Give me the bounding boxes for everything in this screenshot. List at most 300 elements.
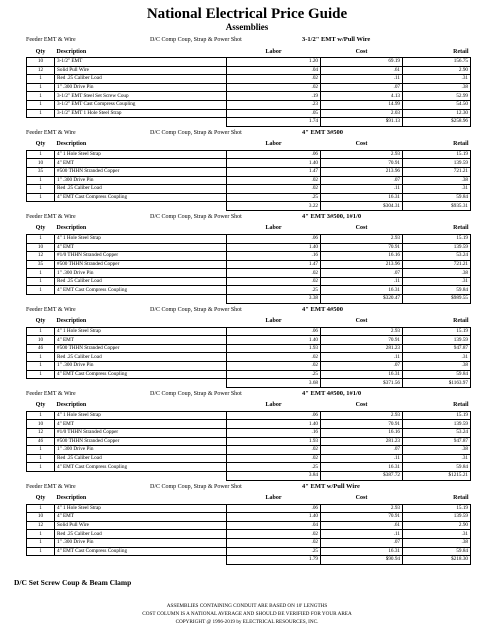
feeder-label: Feeder EMT & Wire	[26, 213, 76, 220]
total-cost: $320.47	[321, 295, 403, 304]
table-row	[27, 243, 471, 252]
assembly-name: 4" EMT 3#500, 1#1/0	[302, 212, 362, 220]
page-footer	[0, 602, 494, 626]
cell-retail: 54.50	[403, 100, 471, 109]
cell-cost: 4.13	[321, 92, 403, 101]
assembly-name: 4" EMT 4#500	[302, 305, 344, 313]
cell-description: Red .25 Caliber Load	[55, 530, 227, 539]
cell-description: 4" 1 Hole Steel Strap	[55, 150, 227, 159]
cell-qty: 1	[27, 75, 55, 84]
cell-description: 3-1/2" EMT	[55, 58, 227, 67]
cell-retail: 2.90	[403, 521, 471, 530]
cell-qty: 12	[27, 429, 55, 438]
cell-description: 4" EMT Cast Compress Coupling	[55, 547, 227, 556]
cell-qty: 1	[27, 109, 55, 118]
cell-retail: 59.84	[403, 286, 471, 295]
cell-description: 1" .300 Drive Pin	[55, 83, 227, 92]
cell-qty: 1	[27, 327, 55, 336]
cell-retail: .38	[403, 538, 471, 547]
cell-description: 4" EMT Cast Compress Coupling	[55, 370, 227, 379]
feeder-label: Feeder EMT & Wire	[26, 37, 76, 43]
total-labor: 3.68	[227, 379, 321, 388]
cell-retail: 15.19	[403, 504, 471, 513]
cell-cost: 16.16	[321, 252, 403, 261]
column-header-description: Description	[56, 48, 87, 55]
cell-description: #1/0 THHN Stranded Copper	[55, 252, 227, 261]
cell-description: #500 THHN Stranded Copper	[55, 167, 227, 176]
cell-cost: 14.99	[321, 100, 403, 109]
cell-cost: 16.31	[321, 370, 403, 379]
table-header-row	[27, 139, 471, 151]
total-cost: $387.72	[321, 471, 403, 480]
cell-labor: .02	[227, 176, 321, 185]
cell-description: 3-1/2" EMT 1 Hole Steel Strap	[55, 109, 227, 118]
cell-qty: 1	[27, 370, 55, 379]
table-row	[27, 260, 471, 269]
column-header-qty: Qty	[35, 48, 46, 55]
cell-qty: 1	[27, 277, 55, 286]
cell-description: Solid Pull Wire	[55, 521, 227, 530]
table-row	[27, 530, 471, 539]
table-row	[27, 234, 471, 243]
section-header	[26, 304, 468, 316]
cell-retail: 59.84	[403, 193, 471, 202]
cell-retail: .38	[403, 446, 471, 455]
table-row	[27, 193, 471, 202]
total-cost: $90.94	[321, 556, 403, 565]
cell-labor: 1.40	[227, 336, 321, 345]
cell-cost: 2.93	[321, 504, 403, 513]
cell-labor: 1.93	[227, 437, 321, 446]
dc-label: D/C Comp Coup, Strap & Power Shot	[150, 306, 242, 313]
cell-cost: 16.31	[321, 463, 403, 472]
section-header	[26, 211, 468, 223]
cell-cost: 2.93	[321, 327, 403, 336]
table-row	[27, 277, 471, 286]
cell-cost: 70.91	[321, 336, 403, 345]
total-labor: 3.84	[227, 471, 321, 480]
cell-description: 4" EMT	[55, 336, 227, 345]
cell-labor: .02	[227, 83, 321, 92]
cell-retail: 53.24	[403, 429, 471, 438]
cell-cost: 70.91	[321, 243, 403, 252]
cell-retail: 59.84	[403, 547, 471, 556]
cell-retail: 139.59	[403, 159, 471, 168]
cell-description: Solid Pull Wire	[55, 66, 227, 75]
cell-description: Red .25 Caliber Load	[55, 277, 227, 286]
cell-labor: .04	[227, 66, 321, 75]
total-cost: $304.31	[321, 202, 403, 211]
cell-labor: 1.40	[227, 420, 321, 429]
cell-description: 4" EMT Cast Compress Coupling	[55, 463, 227, 472]
cell-labor: .02	[227, 446, 321, 455]
assembly-name: 4" EMT 4#500, 1#1/0	[302, 389, 362, 397]
column-header-description: Description	[56, 495, 87, 502]
cell-qty: 46	[27, 344, 55, 353]
table-row	[27, 109, 471, 118]
table-row	[27, 176, 471, 185]
cell-description: 4" EMT	[55, 420, 227, 429]
column-header-cost: Cost	[355, 402, 368, 409]
column-header-qty: Qty	[35, 141, 46, 148]
column-header-labor: Labor	[265, 318, 282, 325]
column-header-labor: Labor	[265, 495, 282, 502]
column-header-description: Description	[56, 318, 87, 325]
cell-labor: .16	[227, 429, 321, 438]
dc-label: D/C Comp Coup, Strap & Power Shot	[150, 129, 242, 136]
cell-labor: 1.47	[227, 260, 321, 269]
cell-labor: .25	[227, 286, 321, 295]
cell-cost: .07	[321, 362, 403, 371]
table-row	[27, 454, 471, 463]
cell-cost: 2.93	[321, 150, 403, 159]
cell-description: #500 THHN Stranded Copper	[55, 260, 227, 269]
column-header-description: Description	[56, 141, 87, 148]
cell-labor: 1.40	[227, 243, 321, 252]
cell-description: 4" EMT	[55, 159, 227, 168]
dc-label: D/C Comp Coup, Strap & Power Shot	[150, 390, 242, 397]
table-row	[27, 58, 471, 67]
total-retail: $1163.97	[403, 379, 471, 388]
cell-description: 3-1/2" EMT Cast Compress Coupling	[55, 100, 227, 109]
table-header-row	[27, 493, 471, 505]
cell-retail: 15.19	[403, 234, 471, 243]
dc-label: D/C Comp Coup, Strap & Power Shot	[150, 483, 242, 490]
table-row	[27, 429, 471, 438]
cell-labor: .06	[227, 150, 321, 159]
cell-retail: 156.75	[403, 58, 471, 67]
cell-labor: .05	[227, 109, 321, 118]
table-row	[27, 167, 471, 176]
cell-qty: 35	[27, 167, 55, 176]
cell-description: 1" .300 Drive Pin	[55, 362, 227, 371]
cell-labor: .02	[227, 75, 321, 84]
cell-cost: 70.91	[321, 159, 403, 168]
column-header-cost: Cost	[355, 141, 368, 148]
cell-cost: .07	[321, 446, 403, 455]
table-row	[27, 100, 471, 109]
cell-cost: 213.96	[321, 167, 403, 176]
cell-retail: 59.84	[403, 463, 471, 472]
column-header-cost: Cost	[355, 495, 368, 502]
total-retail: $258.96	[403, 118, 471, 127]
table-row	[27, 504, 471, 513]
cell-retail: .38	[403, 269, 471, 278]
column-header-labor: Labor	[265, 141, 282, 148]
cell-qty: 1	[27, 530, 55, 539]
cell-qty: 1	[27, 454, 55, 463]
cell-retail: 53.24	[403, 252, 471, 261]
cell-cost: 16.31	[321, 193, 403, 202]
column-header-labor: Labor	[265, 48, 282, 55]
cell-qty: 1	[27, 463, 55, 472]
table-row	[27, 83, 471, 92]
cell-cost: 2.93	[321, 234, 403, 243]
cell-retail: .31	[403, 530, 471, 539]
cell-qty: 1	[27, 185, 55, 194]
cell-cost: 16.16	[321, 429, 403, 438]
cell-qty: 46	[27, 437, 55, 446]
cell-retail: .31	[403, 353, 471, 362]
cell-labor: .16	[227, 252, 321, 261]
cell-description: 1" .300 Drive Pin	[55, 538, 227, 547]
next-section-title: D/C Set Screw Coup & Beam Clamp	[14, 578, 132, 587]
cell-cost: 16.31	[321, 286, 403, 295]
column-header-qty: Qty	[35, 402, 46, 409]
table-row	[27, 344, 471, 353]
cell-description: Red .25 Caliber Load	[55, 75, 227, 84]
table-row	[27, 269, 471, 278]
cell-retail: 59.84	[403, 370, 471, 379]
cell-retail: 15.19	[403, 150, 471, 159]
table-row	[27, 75, 471, 84]
cell-retail: 52.99	[403, 92, 471, 101]
total-cost: $91.13	[321, 118, 403, 127]
totals-row	[27, 118, 471, 127]
cell-cost: 213.96	[321, 260, 403, 269]
assembly-table	[26, 139, 471, 211]
total-retail: $935.31	[403, 202, 471, 211]
cell-description: 4" 1 Hole Steel Strap	[55, 234, 227, 243]
cell-cost: .07	[321, 538, 403, 547]
cell-description: Red .25 Caliber Load	[55, 353, 227, 362]
cell-labor: .02	[227, 185, 321, 194]
column-header-retail: Retail	[453, 48, 469, 55]
cell-cost: 69.19	[321, 58, 403, 67]
cell-cost: 70.91	[321, 513, 403, 522]
feeder-label: Feeder EMT & Wire	[26, 306, 76, 313]
column-header-retail: Retail	[453, 402, 469, 409]
cell-labor: .25	[227, 370, 321, 379]
cell-labor: .02	[227, 362, 321, 371]
cell-retail: 139.59	[403, 336, 471, 345]
table-row	[27, 336, 471, 345]
table-row	[27, 420, 471, 429]
total-cost: $371.56	[321, 379, 403, 388]
total-retail: $989.55	[403, 295, 471, 304]
cell-qty: 1	[27, 286, 55, 295]
cell-qty: 1	[27, 269, 55, 278]
cell-description: Red .25 Caliber Load	[55, 185, 227, 194]
page-title: National Electrical Price Guide	[146, 6, 348, 22]
table-row	[27, 66, 471, 75]
cell-qty: 10	[27, 159, 55, 168]
table-header-row	[27, 316, 471, 328]
footer-line: COST COLUMN IS A NATIONAL AVERAGE AND SHOULD BE VERIFIED FOR YOUR AREA	[142, 611, 352, 617]
table-row	[27, 538, 471, 547]
cell-cost: .07	[321, 176, 403, 185]
cell-qty: 12	[27, 66, 55, 75]
cell-qty: 1	[27, 446, 55, 455]
cell-labor: .23	[227, 100, 321, 109]
totals-row	[27, 556, 471, 565]
cell-retail: .31	[403, 454, 471, 463]
cell-labor: 1.93	[227, 344, 321, 353]
cell-qty: 1	[27, 353, 55, 362]
assembly-section	[26, 304, 468, 388]
cell-qty: 12	[27, 252, 55, 261]
cell-labor: .06	[227, 327, 321, 336]
cell-labor: .19	[227, 92, 321, 101]
cell-cost: 2.03	[321, 109, 403, 118]
cell-labor: .06	[227, 504, 321, 513]
table-row	[27, 411, 471, 420]
total-retail: $1215.21	[403, 471, 471, 480]
cell-labor: .02	[227, 269, 321, 278]
cell-description: #500 THHN Stranded Copper	[55, 437, 227, 446]
assembly-name: 4" EMT w/Pull Wire	[302, 482, 360, 490]
footer-line: ASSEMBLIES CONTAINING CONDUIT ARE BASED ON 10' LENGTHS	[166, 603, 328, 609]
cell-cost: .61	[321, 521, 403, 530]
cell-qty: 1	[27, 83, 55, 92]
column-header-labor: Labor	[265, 402, 282, 409]
table-row	[27, 463, 471, 472]
cell-description: 3-1/2" EMT Steel Set Screw Coup	[55, 92, 227, 101]
column-header-cost: Cost	[355, 48, 368, 55]
cell-labor: .02	[227, 538, 321, 547]
table-row	[27, 446, 471, 455]
cell-qty: 35	[27, 260, 55, 269]
column-header-retail: Retail	[453, 318, 469, 325]
cell-qty: 10	[27, 243, 55, 252]
cell-retail: .38	[403, 362, 471, 371]
cell-retail: 15.19	[403, 327, 471, 336]
cell-labor: 1.40	[227, 159, 321, 168]
cell-qty: 1	[27, 92, 55, 101]
section-header	[26, 34, 468, 46]
cell-description: 4" 1 Hole Steel Strap	[55, 327, 227, 336]
column-header-retail: Retail	[453, 141, 469, 148]
table-row	[27, 159, 471, 168]
cell-labor: .06	[227, 411, 321, 420]
assembly-section	[26, 34, 468, 127]
cell-description: #500 THHN Stranded Copper	[55, 344, 227, 353]
section-header	[26, 127, 468, 139]
table-row	[27, 327, 471, 336]
cell-cost: .11	[321, 454, 403, 463]
total-labor: 3.38	[227, 295, 321, 304]
column-header-description: Description	[56, 402, 87, 409]
cell-qty: 1	[27, 411, 55, 420]
cell-labor: .06	[227, 234, 321, 243]
cell-retail: 139.59	[403, 243, 471, 252]
table-header-row	[27, 223, 471, 235]
cell-retail: 947.87	[403, 344, 471, 353]
assembly-table	[26, 316, 471, 388]
section-header	[26, 481, 468, 493]
table-header-row	[27, 400, 471, 412]
cell-qty: 10	[27, 420, 55, 429]
cell-qty: 1	[27, 193, 55, 202]
table-row	[27, 353, 471, 362]
assembly-sections	[26, 34, 468, 565]
cell-cost: 16.31	[321, 547, 403, 556]
cell-cost: 281.23	[321, 437, 403, 446]
cell-description: #1/0 THHN Stranded Copper	[55, 429, 227, 438]
assembly-section	[26, 127, 468, 211]
cell-labor: .25	[227, 193, 321, 202]
assembly-table	[26, 400, 471, 481]
cell-cost: .07	[321, 269, 403, 278]
totals-row	[27, 295, 471, 304]
cell-retail: .38	[403, 83, 471, 92]
table-row	[27, 92, 471, 101]
cell-qty: 10	[27, 513, 55, 522]
total-labor: 1.74	[227, 118, 321, 127]
cell-cost: 281.23	[321, 344, 403, 353]
assembly-section	[26, 481, 468, 565]
cell-labor: .02	[227, 277, 321, 286]
assembly-section	[26, 388, 468, 481]
cell-qty: 10	[27, 58, 55, 67]
assembly-section	[26, 211, 468, 304]
cell-retail: .31	[403, 185, 471, 194]
assembly-name: 4" EMT 3#500	[302, 128, 344, 136]
feeder-label: Feeder EMT & Wire	[26, 129, 76, 136]
cell-qty: 12	[27, 521, 55, 530]
table-row	[27, 521, 471, 530]
totals-row	[27, 202, 471, 211]
section-header	[26, 388, 468, 400]
cell-retail: 2.90	[403, 66, 471, 75]
table-row	[27, 547, 471, 556]
total-retail: $218.30	[403, 556, 471, 565]
cell-labor: 1.20	[227, 58, 321, 67]
cell-cost: .11	[321, 185, 403, 194]
cell-description: 1" .300 Drive Pin	[55, 269, 227, 278]
cell-qty: 1	[27, 150, 55, 159]
table-header-row	[27, 46, 471, 58]
cell-qty: 1	[27, 234, 55, 243]
dc-label: D/C Comp Coup, Strap & Power Shot	[150, 37, 242, 43]
cell-retail: .31	[403, 277, 471, 286]
cell-cost: .11	[321, 530, 403, 539]
assembly-name: 3-1/2" EMT w/Pull Wire	[302, 36, 371, 43]
cell-retail: 139.59	[403, 420, 471, 429]
cell-labor: 1.47	[227, 167, 321, 176]
assembly-table	[26, 493, 471, 565]
cell-cost: 2.93	[321, 411, 403, 420]
cell-description: 4" EMT Cast Compress Coupling	[55, 286, 227, 295]
table-row	[27, 513, 471, 522]
cell-qty: 1	[27, 362, 55, 371]
cell-labor: .25	[227, 547, 321, 556]
cell-retail: .38	[403, 176, 471, 185]
cell-description: 4" EMT	[55, 513, 227, 522]
dc-label: D/C Comp Coup, Strap & Power Shot	[150, 213, 242, 220]
cell-cost: .07	[321, 83, 403, 92]
cell-labor: .02	[227, 454, 321, 463]
column-header-retail: Retail	[453, 225, 469, 232]
cell-qty: 10	[27, 336, 55, 345]
cell-cost: 70.91	[321, 420, 403, 429]
feeder-label: Feeder EMT & Wire	[26, 390, 76, 397]
cell-retail: 12.30	[403, 109, 471, 118]
cell-retail: 15.19	[403, 411, 471, 420]
table-row	[27, 185, 471, 194]
cell-qty: 1	[27, 176, 55, 185]
footer-line: COPYRIGHT @ 1996-2019 by ELECTRICAL RESOURCES, INC.	[175, 619, 319, 625]
table-row	[27, 362, 471, 371]
cell-retail: 721.21	[403, 260, 471, 269]
cell-description: 4" 1 Hole Steel Strap	[55, 504, 227, 513]
table-row	[27, 252, 471, 261]
column-header-qty: Qty	[35, 318, 46, 325]
table-row	[27, 150, 471, 159]
table-row	[27, 370, 471, 379]
cell-retail: .31	[403, 75, 471, 84]
cell-qty: 1	[27, 538, 55, 547]
